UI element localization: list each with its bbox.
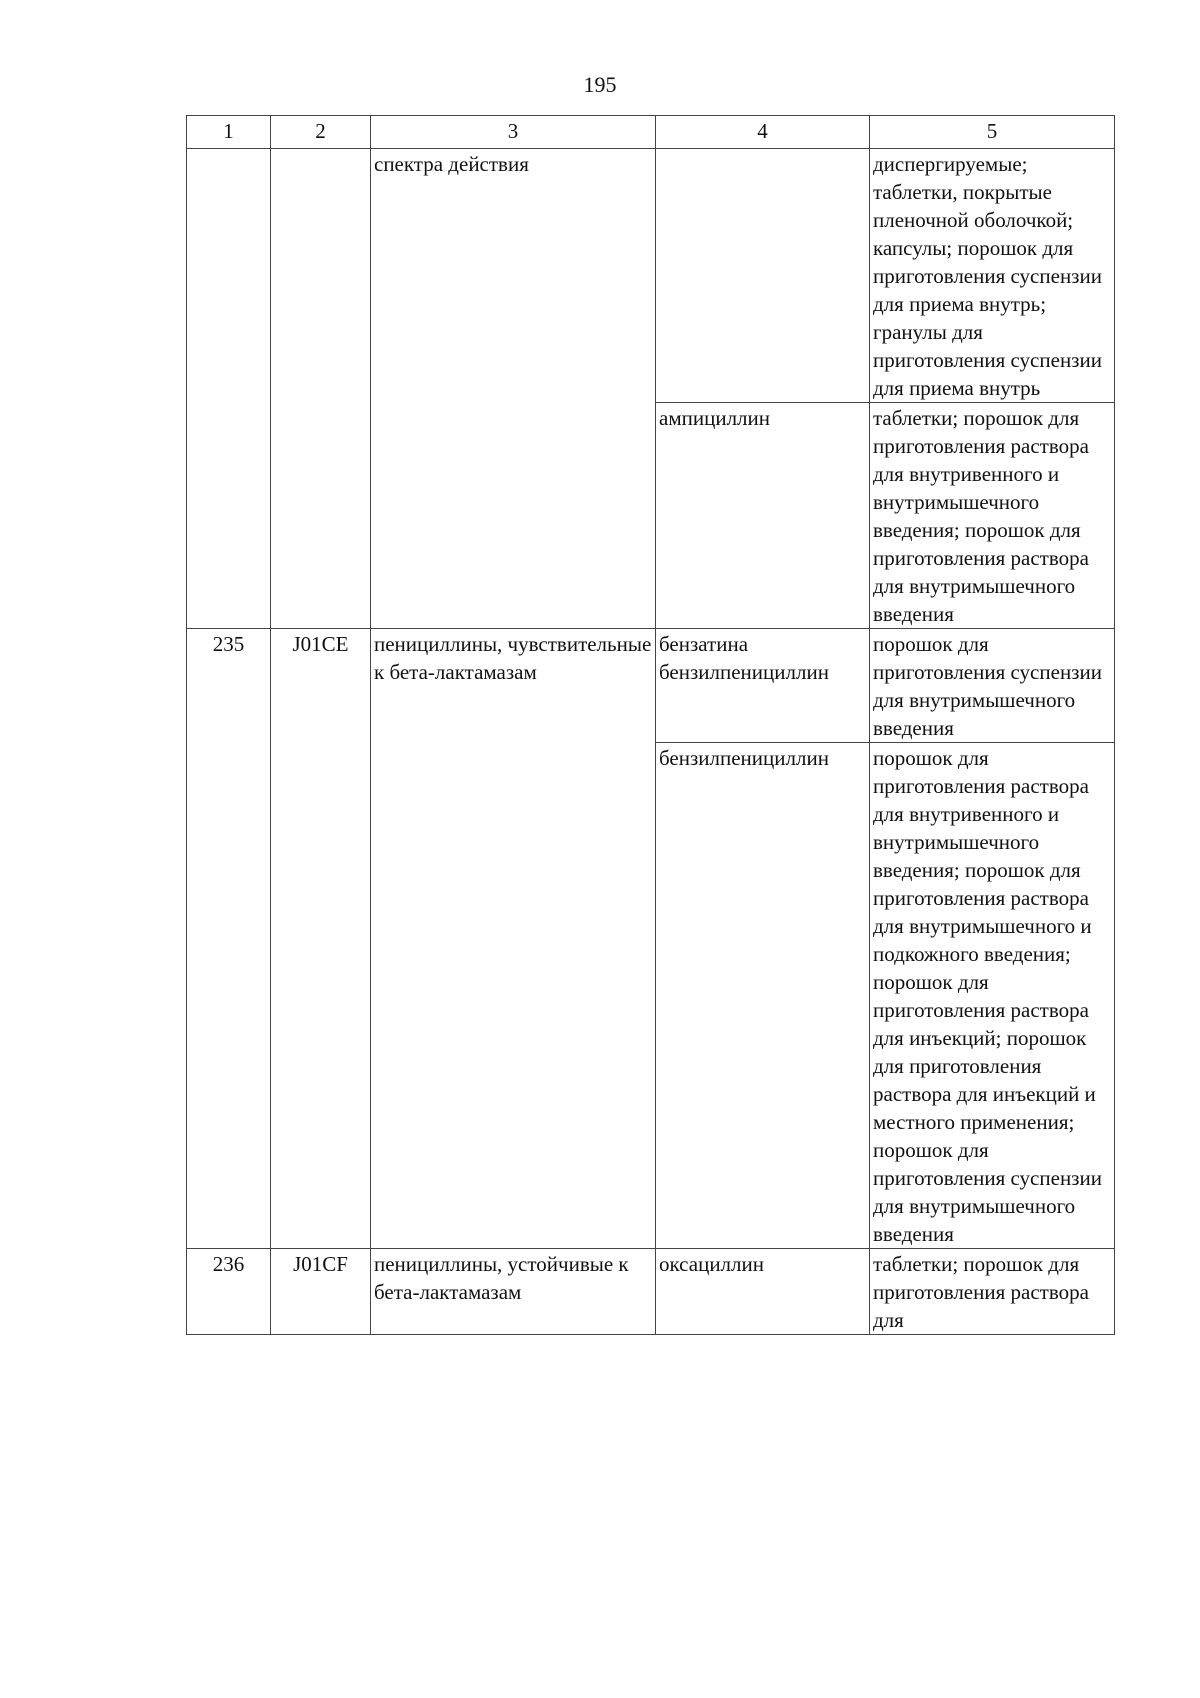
drug-table <box>186 115 1115 1335</box>
code-cell: J01CE <box>271 629 371 1249</box>
table-row <box>187 629 1115 743</box>
column-header-3: 3 <box>371 116 656 149</box>
table-row <box>187 149 1115 403</box>
group-cell: пенициллины, устойчивые к бета-лактамазам <box>371 1249 656 1335</box>
column-header-4: 4 <box>656 116 870 149</box>
dosage-forms-cell: порошок для приготовления раствора для внутривенного и внутримышечного введения; порошок для приготовления раствора для внутримышечного и подкожного введения; порошок для приготовления раствора для инъекций; порошок для приготовления раствора для инъекций и местного применения; порошок для приготовления суспензии для внутримышечного введения <box>870 743 1115 1249</box>
drug-name-cell <box>656 149 870 403</box>
drug-name-cell: ампициллин <box>656 403 870 629</box>
table-header-row <box>187 116 1115 149</box>
column-header-1: 1 <box>187 116 271 149</box>
group-cell: пенициллины, чувствительные к бета-лактамазам <box>371 629 656 1249</box>
dosage-forms-cell: таблетки; порошок для приготовления раствора для <box>870 1249 1115 1335</box>
drug-name-cell: бензилпенициллин <box>656 743 870 1249</box>
column-header-2: 2 <box>271 116 371 149</box>
page-number: 195 <box>583 72 617 97</box>
table-row <box>187 1249 1115 1335</box>
drug-name-cell: оксациллин <box>656 1249 870 1335</box>
dosage-forms-cell: диспергируемые; таблетки, покрытые пленочной оболочкой; капсулы; порошок для приготовления суспензии для приема внутрь; гранулы для приготовления суспензии для приема внутрь <box>870 149 1115 403</box>
number-cell <box>187 149 271 629</box>
column-header-5: 5 <box>870 116 1115 149</box>
group-cell: спектра действия <box>371 149 656 629</box>
dosage-forms-cell: порошок для приготовления суспензии для внутримышечного введения <box>870 629 1115 743</box>
drug-name-cell: бензатина бензилпенициллин <box>656 629 870 743</box>
number-cell: 235 <box>187 629 271 1249</box>
code-cell <box>271 149 371 629</box>
dosage-forms-cell: таблетки; порошок для приготовления раствора для внутривенного и внутримышечного введения; порошок для приготовления раствора для внутримышечного введения <box>870 403 1115 629</box>
number-cell: 236 <box>187 1249 271 1335</box>
code-cell: J01CF <box>271 1249 371 1335</box>
